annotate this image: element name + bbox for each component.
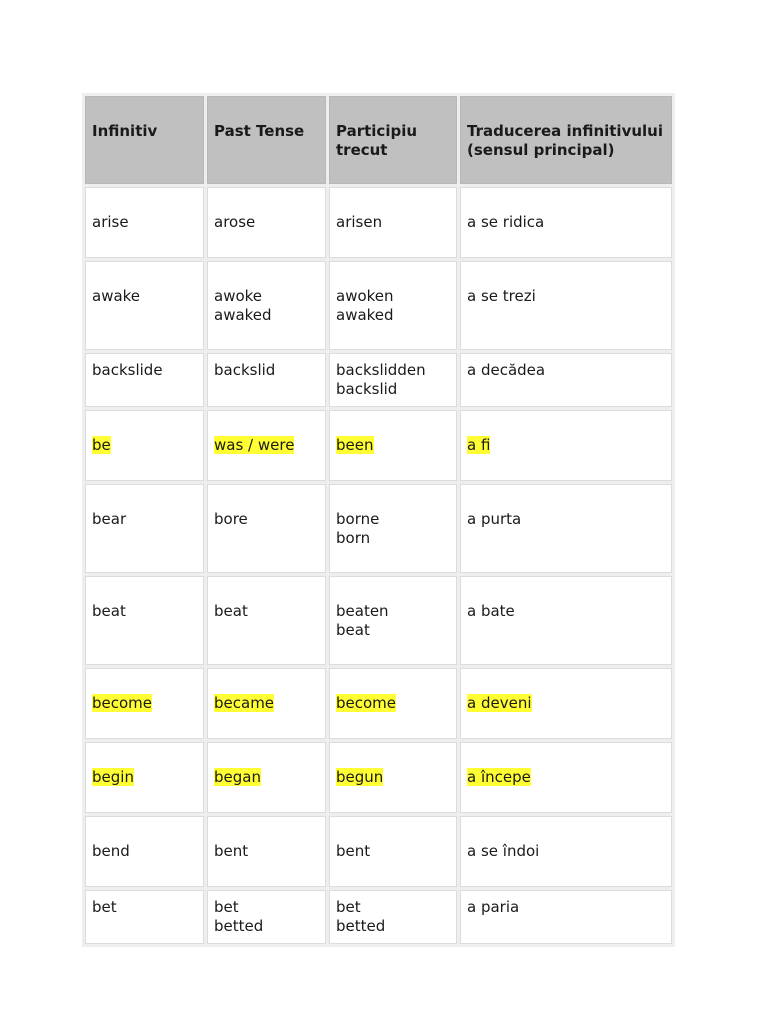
infinitiv-cell [85, 353, 204, 407]
cell-line [92, 842, 197, 861]
traducere-cell [460, 484, 672, 573]
infinitiv-cell [85, 187, 204, 258]
cell-line [92, 361, 197, 380]
past-tense-cell [207, 890, 326, 944]
cell-text: backslid [214, 361, 276, 379]
cell-line [92, 898, 197, 917]
cell-text: backslid [336, 380, 398, 398]
table-row [85, 668, 672, 739]
traducere-cell [460, 576, 672, 665]
cell-text: awoken [336, 287, 394, 305]
table-row [85, 353, 672, 407]
cell-line [336, 602, 450, 621]
cell-text: bend [92, 842, 130, 860]
cell-text: become [336, 694, 397, 712]
table-row [85, 187, 672, 258]
cell-text: backslide [92, 361, 163, 379]
header-participiu [329, 96, 457, 184]
cell-line [336, 842, 450, 861]
header-infinitiv [85, 96, 204, 184]
cell-line [467, 602, 665, 621]
cell-line [214, 213, 319, 232]
cell-text: bent [214, 842, 249, 860]
participiu-cell [329, 742, 457, 813]
traducere-cell [460, 353, 672, 407]
cell-line [467, 510, 665, 529]
cell-line [214, 768, 319, 787]
past-tense-cell [207, 353, 326, 407]
cell-text: begun [336, 768, 384, 786]
cell-line [336, 768, 450, 787]
cell-line [336, 287, 450, 306]
header-text: Infinitiv [92, 122, 158, 140]
cell-line [92, 768, 197, 787]
cell-text: a bate [467, 602, 515, 620]
cell-text: a purta [467, 510, 522, 528]
traducere-cell [460, 890, 672, 944]
cell-text: been [336, 436, 374, 454]
table-row [85, 742, 672, 813]
infinitiv-cell [85, 484, 204, 573]
cell-line [92, 213, 197, 232]
participiu-cell [329, 410, 457, 481]
cell-line [467, 287, 665, 306]
cell-text: arisen [336, 213, 383, 231]
cell-text: a se trezi [467, 287, 536, 305]
traducere-cell [460, 187, 672, 258]
infinitiv-cell [85, 261, 204, 350]
cell-text: bore [214, 510, 248, 528]
cell-line [214, 898, 319, 917]
cell-line [467, 436, 665, 455]
cell-text: begin [92, 768, 134, 786]
cell-text: bent [336, 842, 371, 860]
cell-line [214, 694, 319, 713]
cell-text: awake [92, 287, 141, 305]
table-row [85, 410, 672, 481]
past-tense-cell [207, 668, 326, 739]
past-tense-cell [207, 484, 326, 573]
cell-line [92, 287, 197, 306]
table-row [85, 576, 672, 665]
cell-line [336, 306, 450, 325]
cell-line [467, 213, 665, 232]
cell-text: a paria [467, 898, 520, 916]
infinitiv-cell [85, 816, 204, 887]
traducere-cell [460, 261, 672, 350]
cell-line [214, 842, 319, 861]
traducere-cell [460, 816, 672, 887]
cell-line [214, 917, 319, 936]
table-row [85, 484, 672, 573]
past-tense-cell [207, 742, 326, 813]
cell-text: bet [336, 898, 361, 916]
participiu-cell [329, 668, 457, 739]
participiu-cell [329, 261, 457, 350]
cell-line [214, 510, 319, 529]
past-tense-cell [207, 576, 326, 665]
infinitiv-cell [85, 742, 204, 813]
participiu-cell [329, 890, 457, 944]
infinitiv-cell [85, 410, 204, 481]
infinitiv-cell [85, 576, 204, 665]
cell-text: betted [214, 917, 264, 935]
participiu-cell [329, 576, 457, 665]
cell-line [336, 213, 450, 232]
cell-text: become [92, 694, 153, 712]
cell-line [467, 694, 665, 713]
infinitiv-cell [85, 668, 204, 739]
cell-text: awaked [214, 306, 272, 324]
cell-text: bet [214, 898, 239, 916]
cell-text: a începe [467, 768, 531, 786]
cell-text: borne [336, 510, 380, 528]
participiu-cell [329, 353, 457, 407]
cell-line [467, 361, 665, 380]
table-row [85, 890, 672, 944]
cell-line [214, 436, 319, 455]
table-body [85, 187, 672, 944]
cell-text: beaten [336, 602, 389, 620]
cell-line [336, 621, 450, 640]
cell-line [336, 361, 450, 380]
cell-line [336, 436, 450, 455]
cell-text: beat [92, 602, 126, 620]
header-text: (sensul principal) [467, 141, 615, 159]
cell-text: beat [336, 621, 370, 639]
cell-text: a se ridica [467, 213, 545, 231]
past-tense-cell [207, 261, 326, 350]
infinitiv-cell [85, 890, 204, 944]
cell-text: arose [214, 213, 256, 231]
cell-text: became [214, 694, 275, 712]
past-tense-cell [207, 816, 326, 887]
cell-line [467, 842, 665, 861]
cell-line [214, 287, 319, 306]
table-row [85, 816, 672, 887]
cell-text: bet [92, 898, 117, 916]
past-tense-cell [207, 410, 326, 481]
cell-text: arise [92, 213, 129, 231]
cell-text: backslidden [336, 361, 426, 379]
header-row [85, 96, 672, 184]
header-text: Past Tense [214, 122, 305, 140]
cell-text: was / were [214, 436, 295, 454]
cell-line [336, 510, 450, 529]
cell-text: a decădea [467, 361, 546, 379]
traducere-cell [460, 742, 672, 813]
cell-line [467, 898, 665, 917]
past-tense-cell [207, 187, 326, 258]
cell-text: awoke [214, 287, 263, 305]
cell-line [336, 917, 450, 936]
table-header [85, 96, 672, 184]
cell-line [92, 436, 197, 455]
cell-text: beat [214, 602, 248, 620]
cell-line [214, 361, 319, 380]
header-past-tense [207, 96, 326, 184]
cell-text: betted [336, 917, 386, 935]
cell-line [467, 768, 665, 787]
header-text: Participiu [336, 122, 418, 140]
cell-text: a se îndoi [467, 842, 540, 860]
header-text: Traducerea infinitivului [467, 122, 663, 140]
traducere-cell [460, 410, 672, 481]
header-traducerea [460, 96, 672, 184]
cell-line [336, 898, 450, 917]
participiu-cell [329, 187, 457, 258]
cell-line [336, 529, 450, 548]
cell-line [214, 602, 319, 621]
header-text: trecut [336, 141, 388, 159]
cell-line [92, 602, 197, 621]
cell-line [336, 380, 450, 399]
irregular-verbs-table [82, 93, 675, 947]
participiu-cell [329, 816, 457, 887]
cell-line [214, 306, 319, 325]
cell-text: a fi [467, 436, 491, 454]
cell-text: born [336, 529, 371, 547]
cell-text: began [214, 768, 261, 786]
cell-line [92, 694, 197, 713]
cell-text: awaked [336, 306, 394, 324]
cell-line [336, 694, 450, 713]
traducere-cell [460, 668, 672, 739]
table-row [85, 261, 672, 350]
cell-text: be [92, 436, 111, 454]
cell-text: a deveni [467, 694, 532, 712]
cell-line [92, 510, 197, 529]
participiu-cell [329, 484, 457, 573]
cell-text: bear [92, 510, 127, 528]
